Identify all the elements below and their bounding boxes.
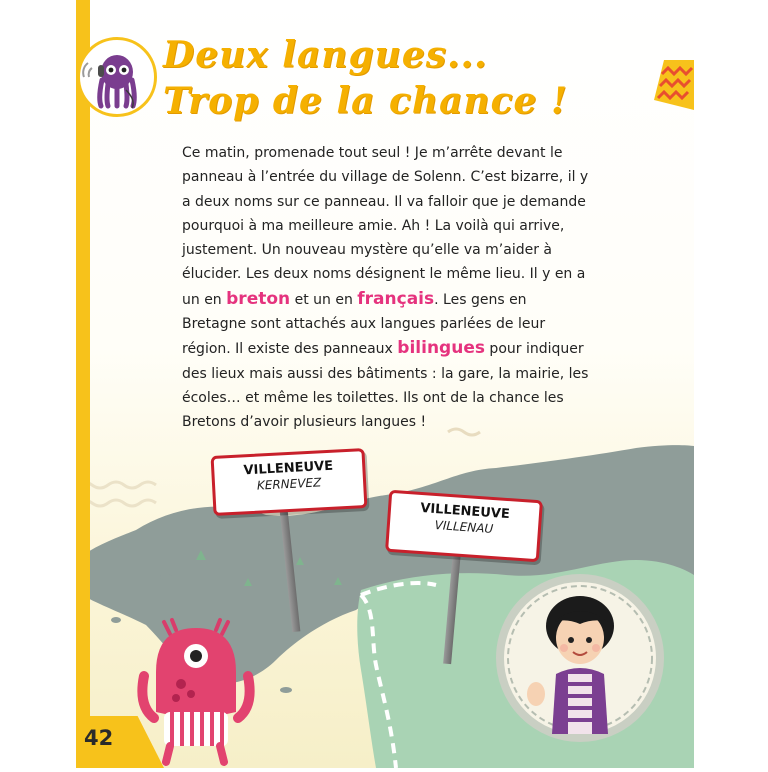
body-text-mid-1: et un en (290, 291, 358, 308)
page-title-line-1: Deux langues... (163, 34, 488, 76)
body-text-mid-2: . Les gens en Bretagne sont attachés aux langues parlées de leur région. Il existe des panneaux (182, 291, 546, 358)
page-number: 42 (84, 726, 114, 750)
sign-1-translation: KERNEVEZ (256, 475, 322, 493)
sign-2-name: VILLENEUVE (419, 500, 511, 523)
yellow-margin-bar (76, 0, 90, 768)
pink-monster-character-icon (136, 612, 256, 768)
body-text-end: pour indiquer des lieux mais aussi des bâtiments : la gare, la mairie, les écoles… et même les toilettes. Ils ont de la chance les Bretons d’avoir plusieurs langues ! (182, 341, 589, 431)
purple-octopus-character-icon (77, 37, 157, 117)
keyword-breton: breton (226, 288, 291, 309)
body-paragraph (182, 141, 592, 435)
road-sign-kernevez (211, 448, 368, 516)
sign-1-name: VILLENEUVE (243, 458, 334, 479)
page-title-line-2: Trop de la chance ! (163, 80, 568, 122)
sign-2-translation: VILLENAU (434, 517, 494, 537)
keyword-bilingues: bilingues (397, 338, 485, 359)
keyword-francais: français (357, 288, 435, 309)
body-text-intro: Ce matin, promenade tout seul ! Je m’arrête devant le panneau à l’entrée du village de Solenn. C’est bizarre, il y a deux noms sur ce panneau. Il va falloir que je demande pourquoi à ma meilleure amie. Ah ! La voilà qui arrive, justement. Un nouveau mystère qu’elle va m’aider à élucider. Les deux noms désignent le même lieu. Il y en a un en (182, 145, 589, 308)
girl-portrait-celtic-frame-icon (496, 574, 664, 742)
road-sign-villenau (385, 490, 543, 563)
zigzag-ribbon-decoration (654, 60, 694, 110)
